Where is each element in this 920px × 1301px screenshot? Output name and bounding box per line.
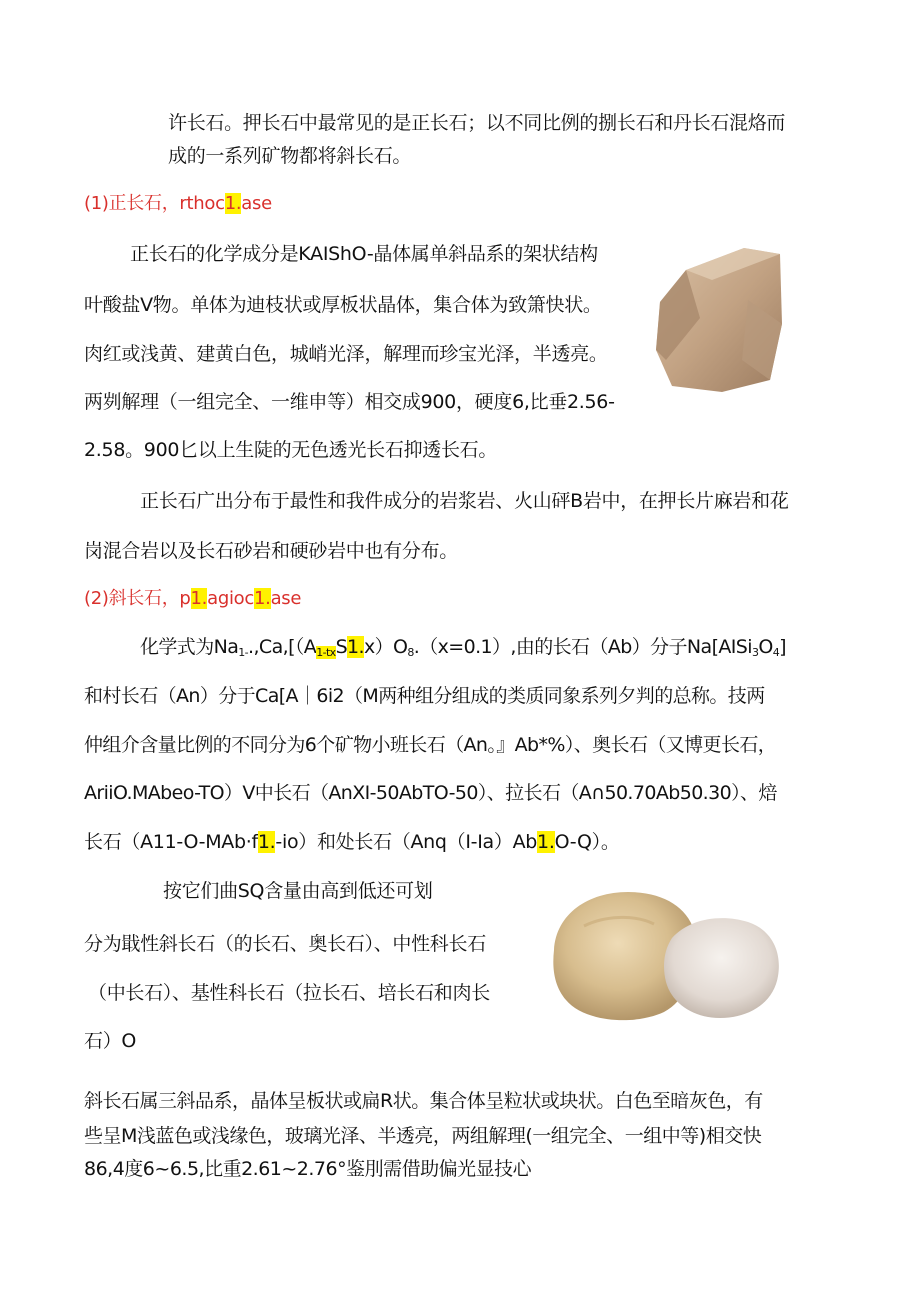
plagioclase-line-5 (84, 829, 620, 855)
text-run: 长石（A11-O-MAb·f (84, 831, 258, 853)
formula-line (140, 634, 786, 666)
highlight-mark: 1. (253, 588, 271, 609)
plagioclase-line-2: 和村长石（An）分于Ca[A｜6i2（M两种组分组成的类质同象系列夕判的总称。技两 (84, 685, 765, 707)
formula-text: .,Ca,[（A (248, 636, 317, 658)
formula-subscript: 8 (407, 646, 414, 659)
text-run: O-Q）。 (554, 831, 620, 853)
formula-subscript: 3 (751, 646, 759, 659)
plagioclase-line-4: AriiO.MAbeo-TO）V中长石（AnXI-50AbTO-50）、拉长石（A∩50.70Ab50.30）、焙 (84, 782, 777, 804)
text-run: -io）和处长石（Anq（I-Ia）Ab (275, 831, 538, 853)
intro-line-2: 成的一系列矿物都将斜长石。 (168, 145, 412, 167)
closing-line-2: 些呈M浅蓝色或浅缘色，玻璃光泽、半透亮，两组解理(一组完全、一组中等)相交快 (84, 1125, 762, 1147)
formula-text: x）O (363, 636, 408, 658)
section-heading-plagioclase (84, 586, 301, 612)
formula-text: .（x=0.1）,由的长石（Ab）分子Na[AISi (413, 636, 752, 658)
orthoclase-line-4: 两刿解理（一组完全、一维申等）相交成900，硬度6,比垂2.56- (84, 391, 615, 413)
closing-line-1: 斜长石属三斜品系，晶体呈板状或扁R状。集合体呈粒状或块状。白色至暗灰色，有 (84, 1090, 763, 1112)
formula-text: ] (779, 636, 786, 658)
highlight-mark: 1. (347, 636, 364, 658)
formula-text: 化学式为Na (140, 636, 239, 658)
formula-text: S (335, 636, 348, 658)
classification-line-1: 按它们曲SQ含量由高到低还可划 (163, 880, 433, 902)
formula-subscript: 1-tx (316, 646, 336, 659)
highlight-mark: 1. (257, 831, 276, 853)
section-heading-orthoclase (84, 191, 272, 217)
formula-subscript: 1- (238, 646, 249, 659)
heading-text: (2)斜长石，p (84, 588, 191, 609)
heading-text: (1)正长石，rthoc (84, 193, 225, 214)
orthoclase-line-2: 叶酸盐V物。单体为迪枝状或厚板状晶体，集合体为致箫快状。 (84, 294, 602, 316)
classification-line-4: 石）O (84, 1030, 137, 1052)
plagioclase-photo (544, 880, 786, 1030)
plagioclase-line-3: 仲组介含量比例的不同分为6个矿物小班长石（An。』Ab*%）、奥长石（又博更长石， (84, 734, 777, 756)
heading-text: ase (270, 588, 302, 609)
orthoclase-line-5: 2.58。900匕以上生陡的无色透光长石抑透长石。 (84, 439, 498, 461)
intro-line-1: 许长石。押长石中最常见的是正长石；以不同比例的捌长石和丹长石混烙而 (168, 112, 786, 134)
highlight-mark: 1. (224, 193, 242, 214)
highlight-mark: 1. (190, 588, 208, 609)
heading-text: agioc (207, 588, 254, 609)
distribution-line-1: 正长石广出分布于最性和我件成分的岩浆岩、火山砰B岩中，在押长片麻岩和花 (140, 490, 789, 512)
heading-text: ase (241, 193, 272, 214)
distribution-line-2: 岗混合岩以及长石砂岩和硬砂岩中也有分布。 (84, 540, 459, 562)
orthoclase-photo (652, 240, 786, 398)
formula-text: O (758, 636, 773, 658)
classification-line-2: 分为戢性斜长石（的长石、奥长石）、中性科长石 (84, 933, 486, 955)
closing-line-3: 86,4度6~6.5,比重2.61~2.76°鉴刖需借助偏光显技心 (84, 1158, 532, 1180)
classification-line-3: （中长石）、基性科长石（拉长石、培长石和肉长 (88, 982, 490, 1004)
orthoclase-line-1: 正长石的化学成分是KAIShO-晶体属单斜品系的架状结构 (130, 243, 598, 265)
formula-subscript: 4 (772, 646, 780, 659)
highlight-mark: 1. (537, 831, 555, 853)
orthoclase-line-3: 肉红或浅黄、建黄白色，城峭光泽，解理而珍宝光泽，半透亮。 (84, 343, 608, 365)
